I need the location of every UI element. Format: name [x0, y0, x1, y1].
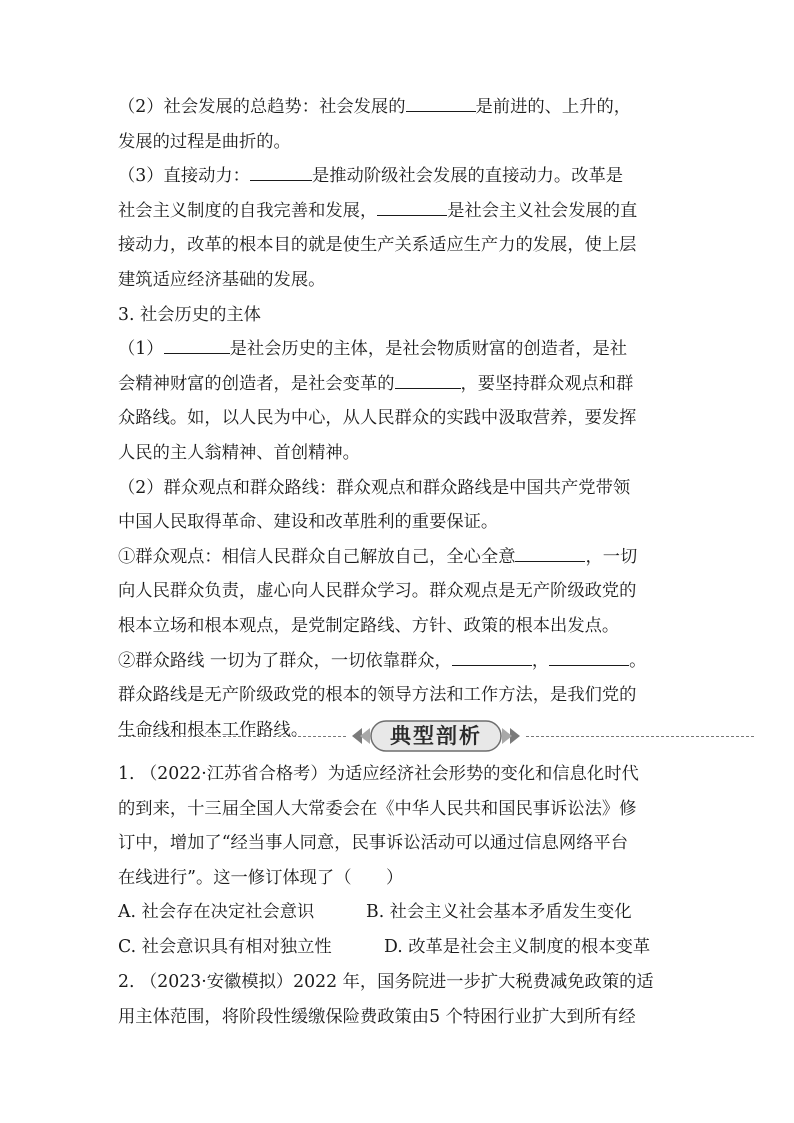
text: ，一切: [585, 546, 638, 567]
text: （2）群众观点和群众路线：群众观点和群众路线是中国共产党带领: [118, 477, 631, 498]
text: 接动力，改革的根本目的就是使生产关系适应生产力的发展，使上层: [118, 235, 637, 256]
paragraph-line: [118, 574, 680, 609]
question-line: [118, 965, 680, 1000]
text: 是社会主义社会发展的直: [447, 200, 638, 221]
paragraph-line: [118, 436, 680, 471]
question-line: [118, 861, 680, 896]
section-divider: [118, 716, 754, 756]
section-heading: [118, 298, 680, 333]
option-row: [118, 930, 680, 965]
fill-blank: [250, 179, 312, 181]
text: 1. （2022·江苏省合格考）为适应经济社会形势的变化和信息化时代: [118, 764, 639, 784]
option-c: C. 社会意识具有相对独立性: [118, 936, 332, 957]
question-line: [118, 1000, 680, 1035]
text: （3）直接动力：: [118, 166, 250, 187]
text: 在线进行”。这一修订体现了（ ）: [118, 867, 404, 888]
fill-blank: [395, 387, 461, 389]
paragraph-line: [118, 90, 680, 125]
fill-blank: [515, 560, 585, 562]
text: （2）社会发展的总趋势：社会发展的: [118, 97, 406, 117]
paragraph-line: [118, 678, 680, 713]
text: ②群众路线 一切为了群众，一切依靠群众，: [118, 650, 452, 671]
option-a: A. 社会存在决定社会意识: [118, 902, 315, 923]
paragraph-line: [118, 367, 680, 402]
option-b: B. 社会主义社会基本矛盾发生变化: [366, 902, 632, 923]
text: 人民的主人翁精神、首创精神。: [118, 442, 360, 463]
paragraph-line: [118, 609, 680, 644]
paragraph-line: [118, 471, 680, 506]
text: 发展的过程是曲折的。: [118, 131, 291, 152]
text: 2. （2023·安徽模拟）2022 年，国务院进一步扩大税费减免政策的适: [118, 972, 654, 992]
fill-blank: [164, 352, 230, 354]
option-row: [118, 895, 680, 930]
text: 向人民群众负责，虚心向人民群众学习。群众观点是无产阶级政党的: [118, 581, 637, 602]
paragraph-line: [118, 401, 680, 436]
text: 3. 社会历史的主体: [118, 304, 261, 325]
paragraph-line: [118, 540, 680, 575]
text: 订中，增加了“经当事人同意，民事诉讼活动可以通过信息网络平台: [118, 833, 628, 854]
text: 根本立场和根本观点，是党制定路线、方针、政策的根本出发点。: [118, 615, 620, 636]
fill-blank: [377, 214, 447, 216]
text: 生命线和根本工作路线。: [118, 719, 309, 740]
dashed-rule-left: [118, 736, 346, 737]
question-line: [118, 757, 680, 792]
text: ①群众观点：相信人民群众自己解放自己，全心全意: [118, 546, 516, 567]
text: 是前进的、上升的，: [475, 97, 632, 117]
text: 中国人民取得革命、建设和改革胜利的重要保证。: [118, 512, 499, 533]
fill-blank: [549, 664, 629, 666]
text: 群众路线是无产阶级政党的根本的领导方法和工作方法，是我们党的: [118, 685, 637, 706]
text: 建筑适应经济基础的发展。: [118, 269, 326, 290]
section-banner: [350, 719, 522, 753]
text: 社会主义制度的自我完善和发展，: [118, 200, 378, 221]
knowledge-section: [118, 90, 680, 747]
text: （1）: [118, 339, 164, 360]
text: ，: [531, 650, 550, 671]
paragraph-line: [118, 263, 680, 298]
fill-blank: [452, 664, 532, 666]
text: 是社会历史的主体，是社会物质财富的创造者，是社: [229, 339, 628, 360]
fill-blank: [406, 110, 476, 112]
banner-title: 典型剖析: [390, 724, 482, 748]
paragraph-line: [118, 505, 680, 540]
paragraph-line: [118, 125, 680, 160]
text: 众路线。如，以人民为中心，从人民群众的实践中汲取营养，要发挥: [118, 408, 637, 429]
text: 的到来，十三届全国人大常委会在《中华人民共和国民事诉讼法》修: [118, 798, 637, 819]
option-d: D. 改革是社会主义制度的根本变革: [384, 936, 651, 957]
question-1: [118, 757, 680, 965]
paragraph-line: [118, 159, 680, 194]
question-line: [118, 826, 680, 861]
paragraph-line: [118, 332, 680, 367]
question-line: [118, 792, 680, 827]
paragraph-line: [118, 228, 680, 263]
text: 会精神财富的创造者，是社会变革的: [118, 373, 395, 394]
text: 是推动阶级社会发展的直接动力。改革是: [311, 166, 624, 187]
text: 。: [629, 650, 647, 671]
paragraph-line: [118, 644, 680, 679]
text: 用主体范围，将阶段性缓缴保险费政策由5 个特困行业扩大到所有经: [118, 1006, 636, 1027]
dashed-rule-right: [526, 736, 754, 737]
text: ，要坚持群众观点和群: [460, 373, 634, 394]
paragraph-line: [118, 194, 680, 229]
question-2: [118, 965, 680, 1034]
